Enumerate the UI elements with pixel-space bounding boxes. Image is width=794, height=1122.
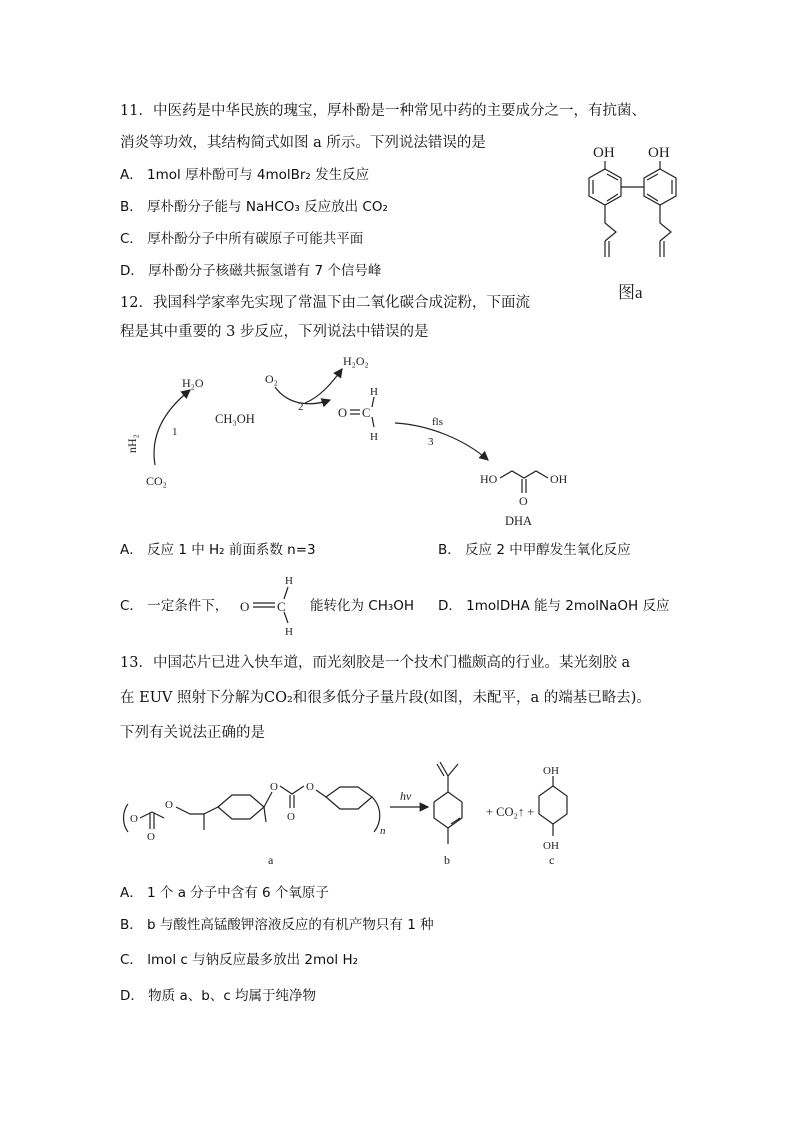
dha-o-label: O [519, 494, 528, 508]
figure-a-caption: 图a [618, 283, 643, 302]
q12-option-c-formaldehyde [238, 570, 308, 640]
q13-option-c: C． lmol c 与钠反应最多放出 2mol H₂ [120, 952, 359, 968]
q12-option-b: B． 反应 2 中甲醇发生氧化反应 [438, 542, 631, 558]
carbonate-2 [280, 786, 304, 794]
right-benzene-ring [644, 169, 676, 205]
limonene-ring [434, 792, 462, 828]
h2o2-label: H₂O₂ [343, 354, 369, 368]
cyclohexanediol-ring [539, 786, 567, 824]
q13-option-d: D． 物质 a、b、c 均属于纯净物 [120, 988, 317, 1004]
formaldehyde-h-top: H [370, 386, 378, 398]
oh-left-label: OH [593, 145, 615, 161]
cyclohexane-ring-1 [218, 795, 264, 819]
q12-stem-line1: 12．我国科学家率先实现了常温下由二氧化碳合成淀粉，下面流 [120, 295, 530, 311]
step1-number: 1 [172, 426, 178, 438]
isopropylidene-link [176, 807, 204, 814]
label-a: a [268, 853, 274, 867]
h2o2-arrow [305, 369, 342, 403]
formaldehyde-o-label: O [338, 406, 348, 420]
dha-skeleton [500, 471, 548, 478]
cyclohexane-ring-2 [326, 787, 372, 809]
step3-arrow [395, 423, 488, 460]
q11-stem-line1: 11．中医药是中华民族的瑰宝，厚朴酚是一种常见中药的主要成分之一，有抗菌、 [120, 103, 646, 119]
dha-oh-label: OH [550, 472, 568, 486]
polymer-right-bracket [372, 797, 380, 832]
hv-label: hv [400, 789, 412, 803]
polymer-o3: O [270, 781, 278, 793]
polymer-o1: O [130, 813, 138, 825]
h2o-label: H₂O [182, 376, 204, 390]
optc-h-top: H [285, 575, 293, 587]
q13-reaction-scheme [110, 752, 630, 872]
plus-co2-label: + CO₂↑ + [486, 805, 535, 819]
q11-option-a: A． 1mol 厚朴酚可与 4molBr₂ 发生反应 [120, 167, 370, 183]
dha-ho-label: HO [480, 472, 498, 486]
left-allyl-chain [605, 205, 616, 241]
q12-option-a: A． 反应 1 中 H₂ 前面系数 n=3 [120, 542, 316, 558]
carbonate-1 [140, 812, 164, 818]
step3-number: 3 [428, 436, 434, 448]
optc-h-bottom: H [285, 626, 293, 638]
optc-c-label: C [277, 599, 286, 614]
figure-a-honokiol-structure [560, 135, 720, 305]
diol-oh-bottom: OH [543, 840, 559, 852]
q11-option-d: D． 厚朴酚分子核磁共振氢谱有 7 个信号峰 [120, 263, 382, 279]
q11-option-b: B． 厚朴酚分子能与 NaHCO₃ 反应放出 CO₂ [120, 199, 388, 215]
q12-stem-line2: 程是其中重要的 3 步反应，下列说法中错误的是 [120, 324, 429, 340]
q13-stem-line3: 下列有关说法正确的是 [120, 725, 265, 741]
q11-stem-line2: 消炎等功效，其结构简式如图 a 所示。下列说法错误的是 [120, 135, 486, 151]
dha-label: DHA [505, 514, 533, 528]
q12-option-d: D． 1molDHA 能与 2molNaOH 反应 [438, 598, 670, 614]
step2-number: 2 [298, 401, 304, 413]
polymer-o4: O [306, 781, 314, 793]
carbonate-2-o: O [287, 811, 295, 823]
optc-o-label: O [240, 599, 250, 614]
q13-option-b: B． b 与酸性高锰酸钾溶液反应的有机产物只有 1 种 [120, 917, 434, 933]
q12-reaction-scheme [110, 345, 610, 535]
q13-option-a: A． 1 个 a 分子中含有 6 个氧原子 [120, 885, 329, 901]
diol-oh-top: OH [543, 765, 559, 777]
q12-option-c-suffix: 能转化为 CH₃OH [310, 598, 415, 614]
label-b: b [444, 853, 450, 867]
q12-option-c-prefix: C． 一定条件下， [120, 598, 229, 614]
nh2-label: nH₂ [125, 434, 139, 453]
q13-stem-line1: 13．中国芯片已进入快车道，而光刻胶是一个技术门槛颇高的行业。某光刻胶 a [120, 655, 631, 671]
fls-label: fls [432, 416, 443, 428]
right-allyl-chain [660, 205, 671, 241]
polymer-o2: O [165, 799, 173, 811]
oh-right-label: OH [648, 145, 670, 161]
o2-label: O₂ [265, 372, 278, 386]
carbonate-1-o: O [147, 831, 155, 843]
left-benzene-ring [589, 169, 621, 205]
q11-option-c: C． 厚朴酚分子中所有碳原子可能共平面 [120, 231, 364, 247]
co2-label: CO₂ [146, 474, 167, 488]
polymer-left-bracket [124, 804, 129, 832]
ch3oh-label: CH₃OH [215, 412, 255, 426]
formaldehyde-c-label: C [362, 406, 371, 420]
q13-stem-line2: 在 EUV 照射下分解为CO₂和很多低分子量片段(如图，未配平，a 的端基已略去)。 [120, 690, 651, 706]
label-c: c [549, 853, 555, 867]
formaldehyde-h-bottom: H [370, 431, 378, 443]
polymer-n-label: n [380, 825, 386, 837]
